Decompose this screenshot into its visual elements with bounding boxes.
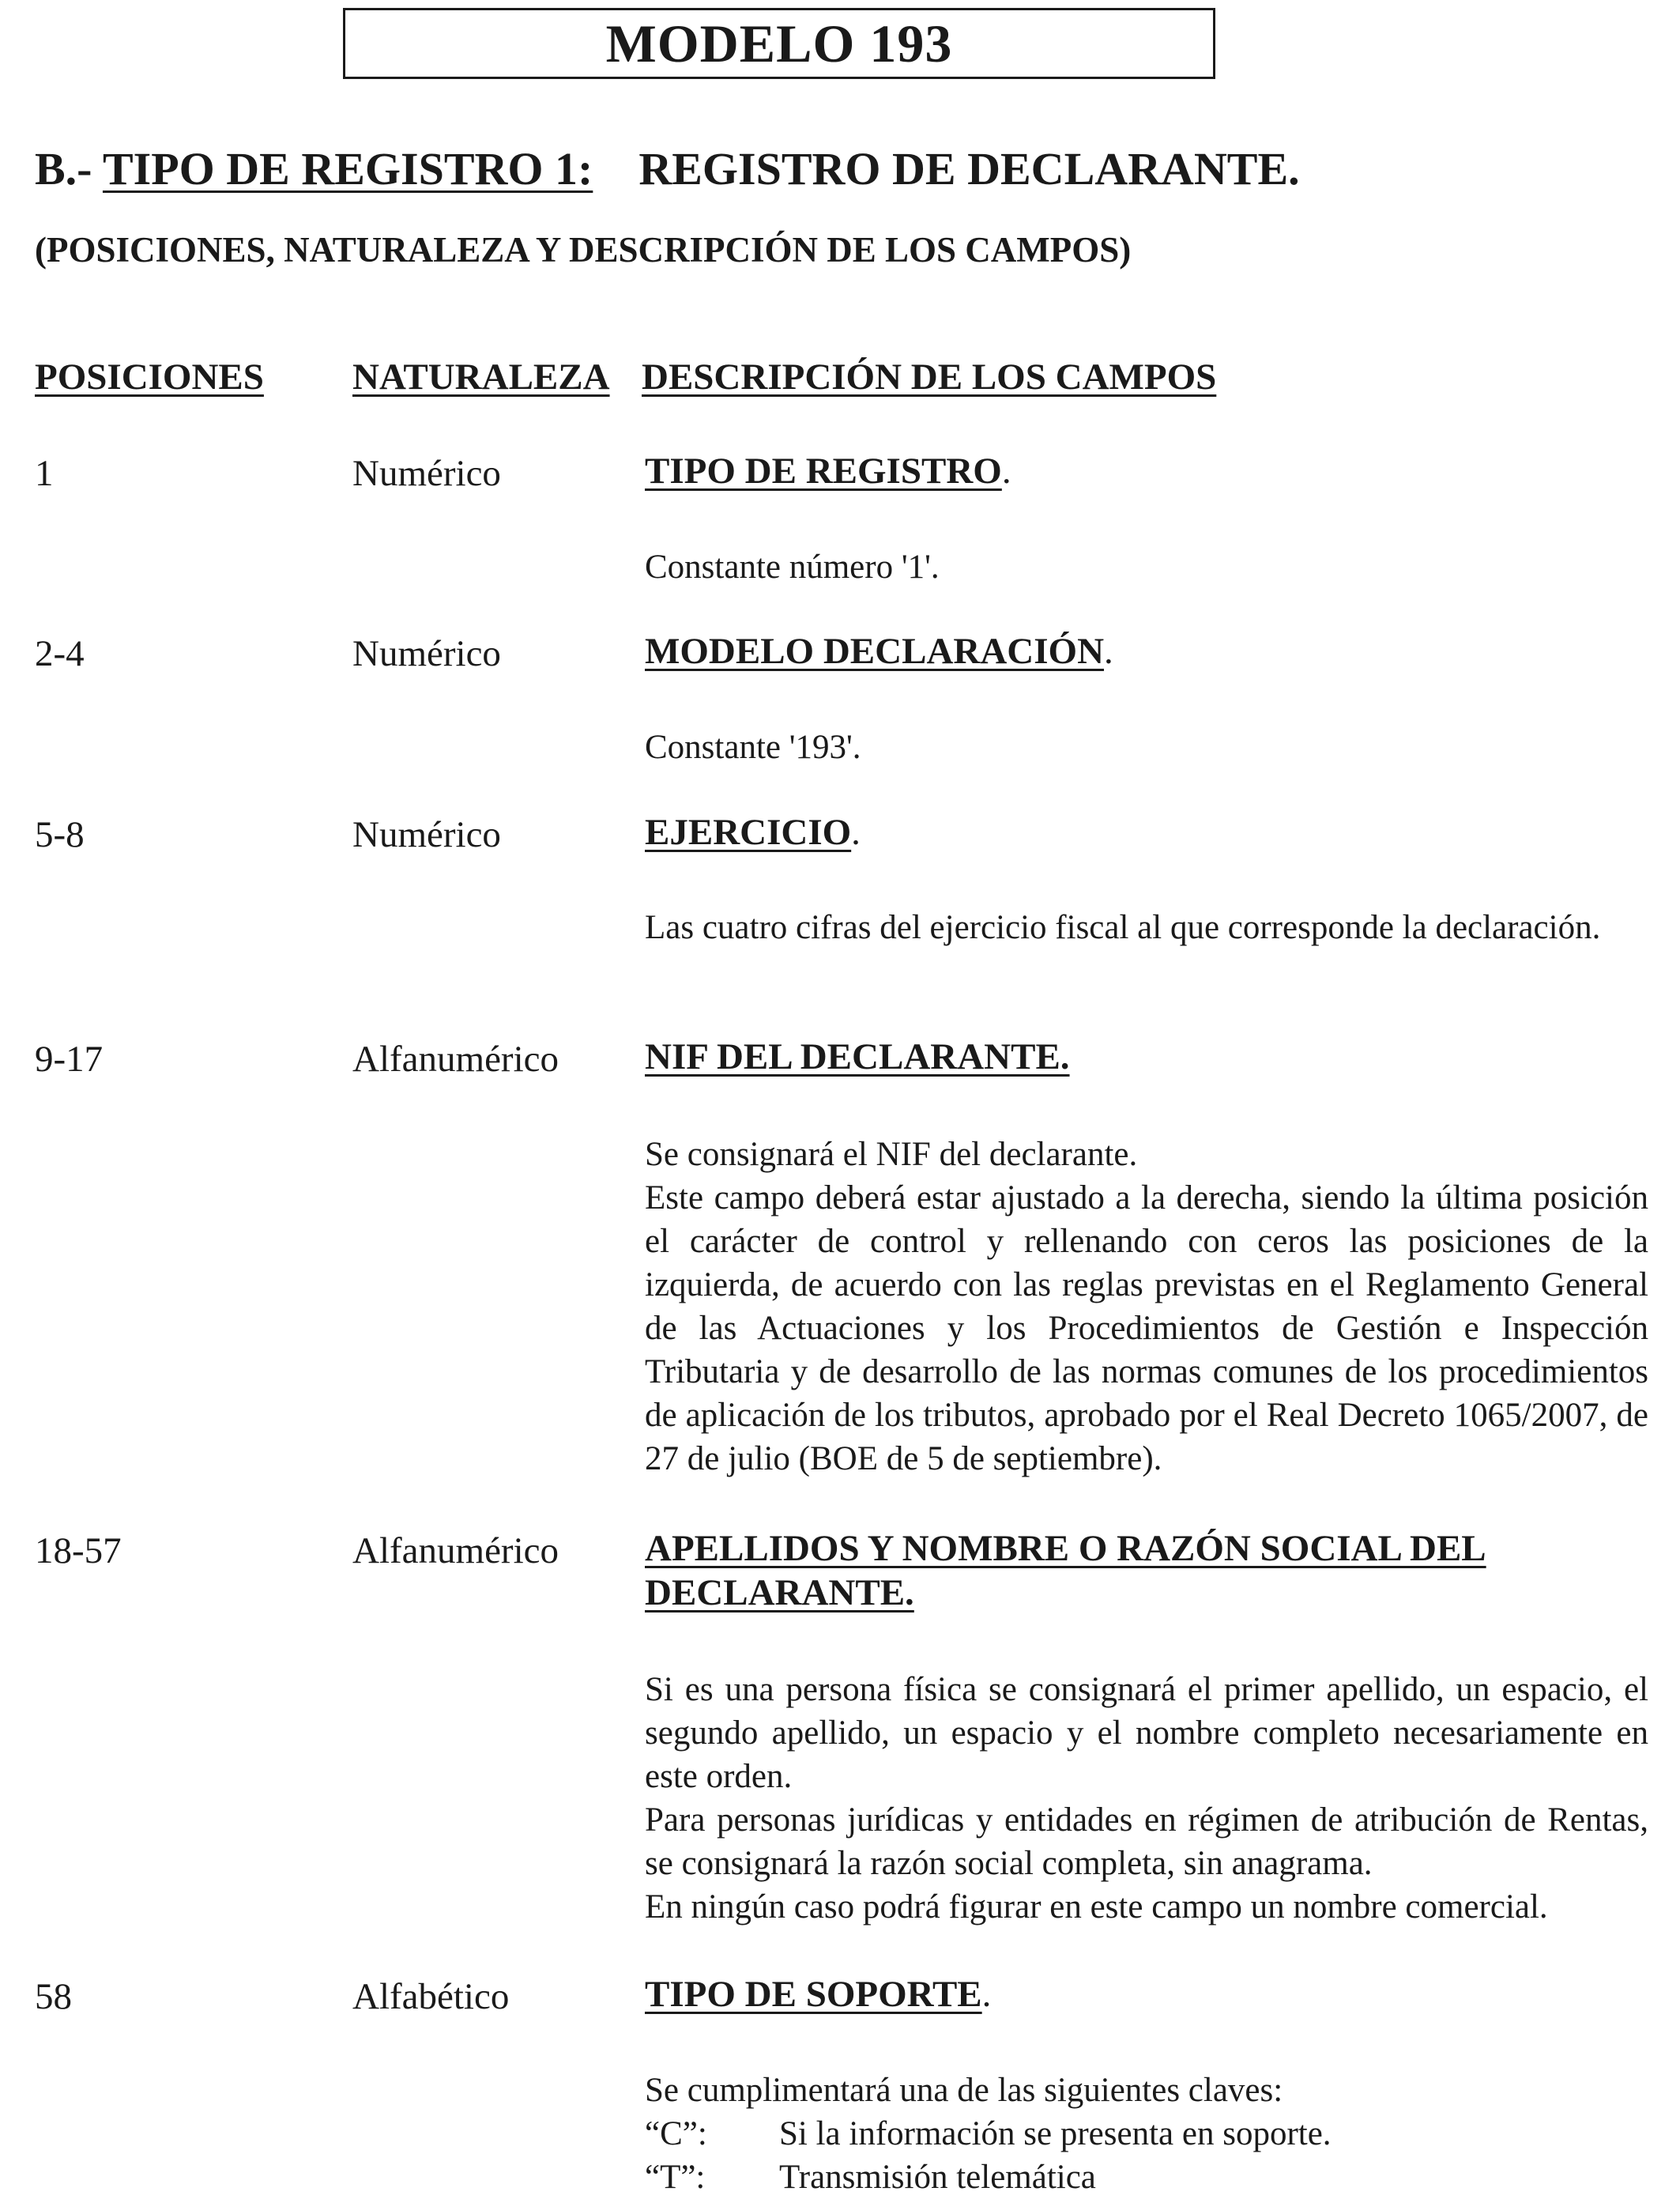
field-positions: 2-4 (35, 633, 85, 674)
field-description (645, 1668, 1648, 1929)
field-name (645, 1035, 1648, 1079)
field-name-text: TIPO DE REGISTRO (645, 451, 1002, 492)
column-header-nature: NATURALEZA (352, 356, 610, 398)
key-code: “T”: (645, 2159, 706, 2196)
field-name-text: APELLIDOS Y NOMBRE O RAZÓN SOCIAL DEL DECLARANTE. (645, 1528, 1486, 1613)
column-header-positions: POSICIONES (35, 356, 264, 398)
description-paragraph: Las cuatro cifras del ejercicio fiscal al que corresponde la declaración. (645, 909, 1601, 946)
field-name-suffix: . (851, 812, 861, 853)
field-name (645, 810, 1648, 854)
field-nature: Alfanumérico (352, 1039, 559, 1080)
field-positions: 1 (35, 453, 54, 494)
field-name (645, 1972, 1648, 2016)
field-name-text: EJERCICIO (645, 812, 852, 853)
field-name-text: MODELO DECLARACIÓN (645, 631, 1105, 672)
description-paragraph: Constante '193'. (645, 729, 861, 766)
field-nature: Alfabético (352, 1976, 510, 2017)
key-code: “C”: (645, 2115, 707, 2152)
field-description (645, 2069, 1648, 2199)
key-row (645, 2156, 1648, 2199)
field-positions: 9-17 (35, 1039, 104, 1080)
field-name (645, 1526, 1577, 1615)
field-description (645, 726, 1648, 769)
description-paragraph: Si es una persona física se consignará el primer apellido, un espacio, el segundo apellido, un espacio y el nombre completo necesariamente en este orden. (645, 1671, 1648, 1795)
key-row (645, 2112, 1648, 2156)
key-text: Si la información se presenta en soporte. (779, 2115, 1332, 2152)
key-text: Transmisión telemática (779, 2159, 1096, 2196)
description-paragraph: Se consignará el NIF del declarante. (645, 1136, 1138, 1173)
field-nature: Numérico (352, 453, 501, 494)
field-description (645, 545, 1648, 589)
description-paragraph: Para personas jurídicas y entidades en régimen de atribución de Rentas, se consignará la razón social completa, sin anagrama. (645, 1801, 1648, 1882)
field-name (645, 629, 1648, 673)
record-name: REGISTRO DE DECLARANTE. (638, 143, 1300, 194)
field-name-suffix: . (1001, 451, 1011, 492)
section-prefix: B.- (35, 143, 92, 194)
field-positions: 18-57 (35, 1530, 122, 1571)
description-paragraph: Este campo deberá estar ajustado a la derecha, siendo la última posición el carácter de control y rellenando con ceros las posiciones de la izquierda, de acuerdo con las reglas previstas en el Reglamento General de las Actuaciones y los Procedimientos de Gestión e Inspección Tributaria y de desarrollo de las normas comunes de los procedimientos de aplicación de los tributos, aprobado por el Real Decreto 1065/2007, de 27 de julio (BOE de 5 de septiembre). (645, 1179, 1648, 1477)
description-paragraph: En ningún caso podrá figurar en este campo un nombre comercial. (645, 1888, 1548, 1926)
description-paragraph: Se cumplimentará una de las siguientes claves: (645, 2072, 1283, 2109)
field-nature: Numérico (352, 633, 501, 674)
field-name (645, 449, 1648, 493)
description-paragraph: Constante número '1'. (645, 549, 940, 586)
field-name-suffix: . (981, 1974, 992, 2015)
field-nature: Numérico (352, 814, 501, 855)
field-description (645, 1133, 1648, 1480)
record-type: TIPO DE REGISTRO 1: (102, 143, 593, 194)
field-description (645, 906, 1648, 949)
field-positions: 5-8 (35, 814, 85, 855)
section-heading (35, 142, 1300, 195)
document-title: MODELO 193 (343, 8, 1215, 79)
field-name-suffix: . (1104, 631, 1113, 672)
field-positions: 58 (35, 1976, 72, 2017)
column-header-description: DESCRIPCIÓN DE LOS CAMPOS (642, 356, 1217, 398)
field-nature: Alfanumérico (352, 1530, 559, 1571)
section-subheading: (POSICIONES, NATURALEZA Y DESCRIPCIÓN DE LOS CAMPOS) (35, 230, 1132, 270)
field-name-text: TIPO DE SOPORTE (645, 1974, 982, 2015)
field-name-text: NIF DEL DECLARANTE. (645, 1036, 1070, 1077)
